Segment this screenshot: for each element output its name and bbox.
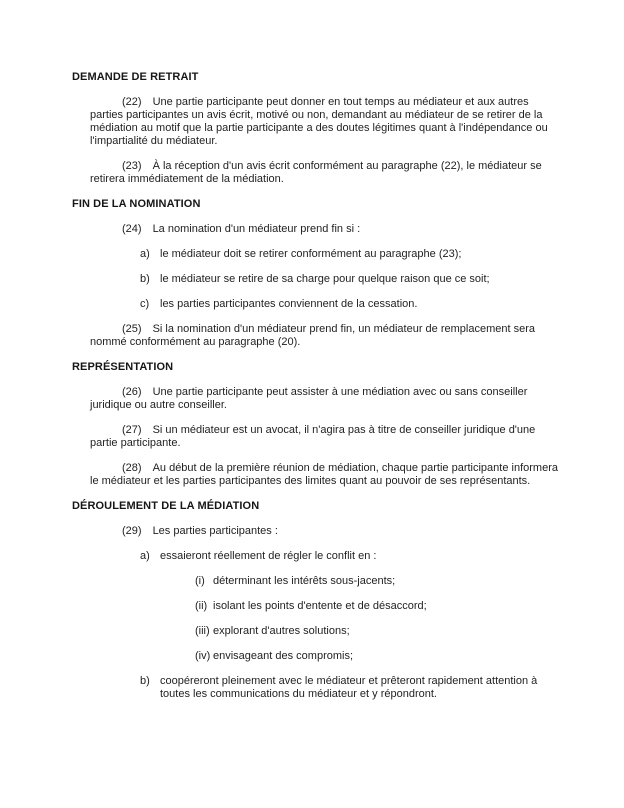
section-deroulement-de-la-mediation — [0, 500, 624, 701]
list-item-b — [140, 273, 560, 286]
paragraph-text: Une partie participante peut donner en tout temps au médiateur et aux autres parties participantes un avis écrit, motivé ou non, demandant au médiateur de se retirer de la médiation au motif que la partie participante a des doutes légitimes quant à l'indépendance ou l'impartialité du médiateur. — [90, 96, 548, 147]
list-item-text: les parties participantes conviennent de la cessation. — [160, 298, 418, 310]
paragraph-22 — [90, 96, 562, 148]
paragraph-28 — [90, 462, 562, 488]
sub-list-marker: (iii) — [195, 625, 210, 637]
sub-list-marker: (i) — [195, 575, 205, 587]
list-item-c — [140, 298, 560, 311]
list-marker: a) — [140, 550, 150, 562]
list-item-text: coopéreront pleinement avec le médiateur et prêteront rapidement attention à toutes les communications du médiateur et y répondront. — [160, 675, 538, 700]
sub-list-item-iv — [195, 650, 564, 663]
paragraph-text: Si un médiateur est un avocat, il n'agira pas à titre de conseiller juridique d'une partie participante. — [90, 424, 536, 449]
list-marker: b) — [140, 273, 150, 285]
sub-list-marker: (iv) — [195, 650, 211, 662]
paragraph-number: (24) — [122, 223, 142, 235]
list-item-text: le médiateur se retire de sa charge pour quelque raison que ce soit; — [160, 273, 490, 285]
list-item-a — [140, 248, 560, 261]
sub-list-item-text: explorant d'autres solutions; — [213, 625, 350, 637]
paragraph-number: (26) — [122, 386, 142, 398]
paragraph-24 — [90, 223, 562, 236]
paragraph-number: (23) — [122, 160, 142, 172]
list-marker: c) — [140, 298, 150, 310]
list-item-b — [140, 675, 560, 701]
section-demande-de-retrait — [0, 71, 624, 186]
paragraph-text: À la réception d'un avis écrit conformément au paragraphe (22), le médiateur se retirera immédiatement de la médiation. — [90, 160, 542, 185]
paragraph-text: Les parties participantes : — [152, 525, 278, 537]
list-item-a — [140, 550, 560, 563]
paragraph-25 — [90, 323, 562, 349]
sub-list-item-text: isolant les points d'entente et de désaccord; — [213, 600, 427, 612]
list-marker: b) — [140, 675, 150, 687]
section-heading: DÉROULEMENT DE LA MÉDIATION — [72, 500, 260, 512]
paragraph-text: Au début de la première réunion de médiation, chaque partie participante informera le médiateur et les parties participantes des limites quant au pouvoir de ses représentants. — [90, 462, 558, 487]
sub-list-item-i — [195, 575, 564, 588]
paragraph-27 — [90, 424, 562, 450]
sub-list-marker: (ii) — [195, 600, 208, 612]
list-item-text: le médiateur doit se retirer conformément au paragraphe (23); — [160, 248, 462, 260]
paragraph-number: (27) — [122, 424, 142, 436]
sub-list-item-text: déterminant les intérêts sous-jacents; — [213, 575, 396, 587]
paragraph-number: (28) — [122, 462, 142, 474]
paragraph-number: (22) — [122, 96, 142, 108]
paragraph-text: Une partie participante peut assister à une médiation avec ou sans conseiller juridique ou autre conseiller. — [90, 386, 528, 411]
sub-list-item-ii — [195, 600, 564, 613]
paragraph-number: (25) — [122, 323, 142, 335]
section-representation — [0, 361, 624, 488]
list-marker: a) — [140, 248, 150, 260]
section-heading: DEMANDE DE RETRAIT — [72, 71, 199, 83]
section-fin-de-la-nomination — [0, 198, 624, 349]
section-heading: REPRÉSENTATION — [72, 361, 174, 373]
sub-list-item-text: envisageant des compromis; — [213, 650, 354, 662]
paragraph-29 — [90, 525, 562, 538]
list-item-text: essaieront réellement de régler le conflit en : — [160, 550, 377, 562]
sub-list-item-iii — [195, 625, 564, 638]
paragraph-text: La nomination d'un médiateur prend fin si : — [152, 223, 361, 235]
paragraph-26 — [90, 386, 562, 412]
section-heading: FIN DE LA NOMINATION — [72, 198, 201, 210]
paragraph-23 — [90, 160, 562, 186]
paragraph-number: (29) — [122, 525, 142, 537]
paragraph-text: Si la nomination d'un médiateur prend fin, un médiateur de remplacement sera nommé conformément au paragraphe (20). — [90, 323, 535, 348]
